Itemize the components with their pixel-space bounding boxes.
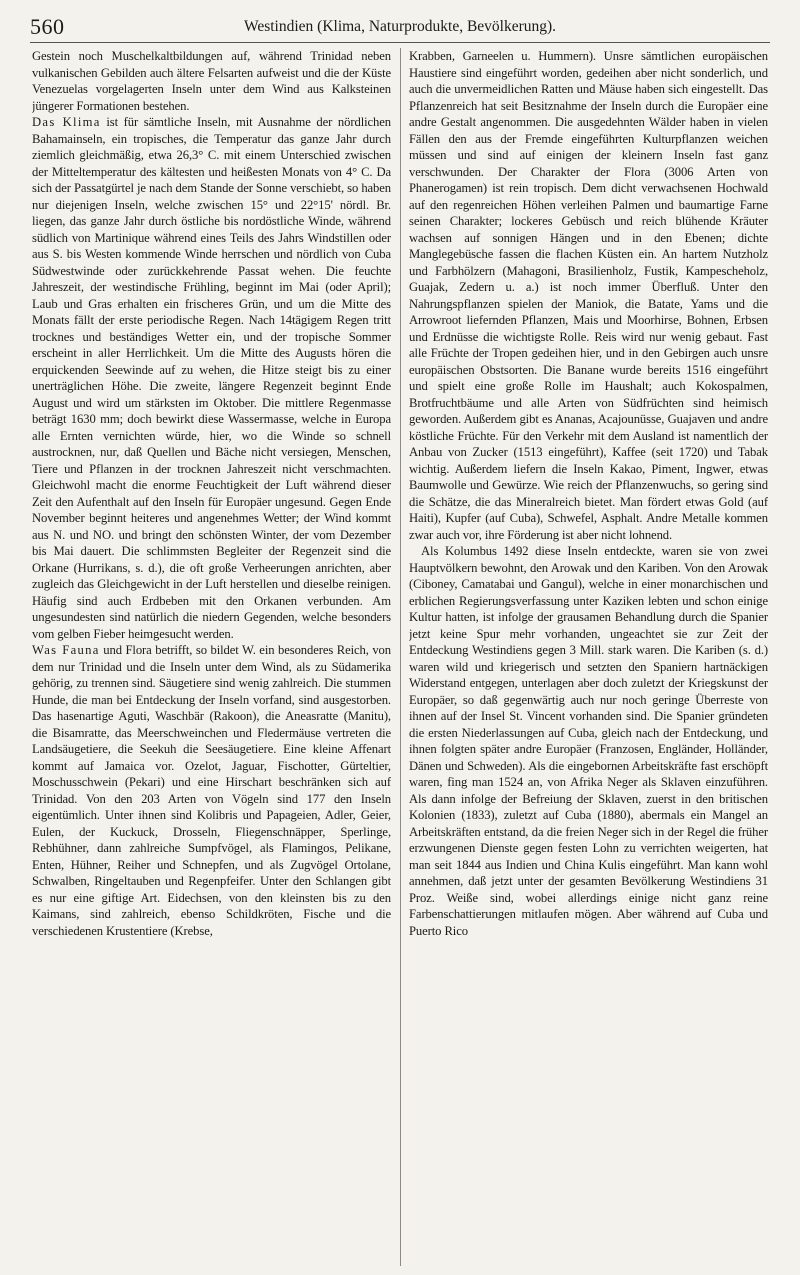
page-number: 560 [30,14,65,39]
running-head: Westindien (Klima, Naturprodukte, Bevölkerung). [243,18,557,35]
paragraph-lead: Was Fauna [32,643,100,657]
text-columns [32,48,768,1266]
paragraph-klima: Das Klima ist für sämtliche Inseln, mit Ausnahme der nördlichen Bahamainseln, ein tropisches, die Temperatur das ganze Jahr durch ziemlich gleichmäßig, etwa 26,3° C. mit einem Unterschied zwischen der Mitteltemperatur des kältesten und heißesten Monats von 4° C. Da sich der Passatgürtel je nach dem Stande der Sonne verschiebt, so haben nur diejenigen Inseln, welche zwischen 15° und 22°15' nördl. Br. liegen, das ganze Jahr durch östliche bis nordöstliche Winde, während südlich von Martinique während eines Teils des Jahrs Windstillen oder aus S. bis Westen kommende Winde herrschen und nördlich von Cuba Südwestwinde oder zurückkehrende Passat wehen. Die feuchte Jahreszeit, der westindische Frühling, beginnt im Mai (oder April); Laub und Gras erhalten ein frischeres Grün, und um die Mitte des Monats fällt der erste periodische Regen. Nach 14tägigem Regen tritt trocknes und beständiges Wetter ein, und der tropische Sommer erscheint in aller Herrlichkeit. Um die Mitte des Augusts hören die erquickenden Seewinde auf zu wehen, die Hitze steigt bis zu einer unerträglichen Höhe. Die zweite, längere Regenzeit beginnt Ende August und wird um stärksten im Oktober. Die mittlere Regenmasse beträgt 1630 mm; doch bewirkt diese Wassermasse, welche in Europa alle Ernten vernichten würde, hier, wo die Winde so schnell austrocknen, nur, daß Quellen und Bäche nicht versiegen, Menschen, Tiere und Pflanzen in der trocknen Jahreszeit nicht verschmachten. Gleichwohl macht die enorme Feuchtigkeit der Luft während dieser Zeit den Aufenthalt auf den Inseln für Europäer ungesund. Gegen Ende November beginnt heiteres und angenehmes Wetter; der Wind kommt aus N. und NO. und bringt den schönsten Winter, der vom Dezember bis Mai dauert. Die schlimmsten Begleiter der Regenzeit sind die Orkane (Hurrikans, s. d.), die oft große Verheerungen anrichten, aber zugleich das Gleichgewicht in der Luft herstellen und dieselbe reinigen. Häufig sind auch Erdbeben mit den Orkanen verbunden. Am ungesundesten sind natürlich die niedern Gegenden, welche besonders vom gelben Fieber heimgesucht werden. [32,115,391,641]
paragraph-lead: Das Klima [32,115,101,129]
page-header [30,8,770,43]
paragraph: Gestein noch Muschelkaltbildungen auf, während Trinidad neben vulkanischen Gebilden auch ältere Felsarten aufweist und die der Küste Venezuelas vorgelagerten Inseln unter dem Wind aus Kalksteinen jüngerer Formationen bestehen. [32,49,391,113]
paragraph-pflanzenreich: Krabben, Garneelen u. Hummern). Unsre sämtlichen europäischen Haustiere sind eingeführt worden, gedeihen aber nicht sonderlich, und auch die unvermeidlichen Ratten und Mäuse haben sich eingestellt. Das Pflanzenreich hat seit Besitznahme der Inseln durch die Europäer eine andre Gestalt angenommen. Die ausgedehnten Wälder haben in vielen Fällen den aus der Fremde eingeführten Kulturpflanzen weichen müssen und sind auf einigen der kleinern Inseln fast ganz verschwunden. Der Charakter der Flora (3006 Arten von Phanerogamen) ist rein tropisch. Dem dicht verwachsenen Hochwald auf den regenreichen Höhen verleihen Palmen und baumartige Farne seinen Charakter; lockeres Gebüsch und reich blühende Kräuter wachsen auf sonnigen Hängen und in den Ebenen; dichte Manglegebüsche fassen die flachen Küsten ein. An hartem Nutzholz und Farbhölzern (Mahagoni, Brasilienholz, Fustik, Kampescheholz, Guajak, Zedern u. a.) ist noch immer Überfluß. Unter den Nahrungspflanzen spielen der Maniok, die Batate, Yams und die Arrowroot liefernden Pflanzen, Mais und Moorhirse, Bohnen, Erbsen und Erdnüsse die wichtigste Rolle. Reis wird nur wenig gebaut. Fast alle Früchte der Tropen gedeihen hier, und in den Gebirgen auch unsre europäischen Obstsorten. Die Banane wurde bereits 1516 eingeführt und spielt eine große Rolle im Haushalt; auch Kokospalmen, Brotfruchtbäume und alle Arten von Südfrüchten sind heimisch geworden. Außerdem gibt es Ananas, Acajounüsse, Guajaven und andre köstliche Früchte. Für den Verkehr mit dem Ausland ist namentlich der Anbau von Zucker (1513 eingeführt), Kaffee (seit 1720) und Tabak wichtig. Außerdem liefern die Inseln Kakao, Piment, Ingwer, etwas Baumwolle und Gewürze. Wie reich der Pflanzenwuchs, so gering sind die Schätze, die das Mineralreich bietet. Man fördert etwas Gold (auf Haiti), Kupfer (auf Cuba), Schwefel, Asphalt. Andre Metalle kommen zwar auch vor, ihre Förderung ist aber nicht lohnend. [409,49,768,542]
left-column [32,48,391,1266]
right-column [409,48,768,1266]
column-divider [400,48,401,1266]
paragraph-fauna-flora: Was Fauna und Flora betrifft, so bildet W. ein besonderes Reich, von dem nur Trinidad und die Inseln unter dem Wind, als zu Südamerika gehörig, zu trennen sind. Säugetiere sind wenig zahlreich. Die stummen Hunde, die man bei Entdeckung der Inseln vorfand, sind ausgestorben. Das hasenartige Aguti, Waschbär (Rakoon), die Aneasratte (Manitu), die Bisamratte, das Meerschweinchen und Fledermäuse vertreten die Landsäugetiere, die Seekuh die Seesäugetiere. Eine kleine Affenart kommt auf Jamaica vor. Ozelot, Jaguar, Fischotter, Gürteltier, Moschusschwein (Pekari) und eine Hirschart beschränken sich auf Trinidad. Von den 203 Arten von Vögeln sind 177 den Inseln eigentümlich. Unter ihnen sind Kolibris und Papageien, Adler, Geier, Eulen, der Kuckuck, Drosseln, Fliegenschnäpper, Sperlinge, Rebhühner, dann zahlreiche Sumpfvögel, als Flamingos, Pelikane, Enten, Hühner, Reiher und Schnepfen, und als Zugvögel Ortolane, Schwalben, Ringeltauben und Regenpfeifer. Unter den Schlangen gibt es nur eine giftige Art. Eidechsen, von den kleinsten bis zu den Kaimans, sind zahlreich, ebenso Schildkröten, Fische und die verschiedenen Krustentiere (Krebse, [32,643,391,938]
paragraph-bevoelkerung: Als Kolumbus 1492 diese Inseln entdeckte, waren sie von zwei Hauptvölkern bewohnt, den Arowak und den Kariben. Von den Arowak (Ciboney, Camatabai und Gangul), welche in einer monarchischen und erblichen Regierungsverfassung unter Kaziken lebten und schon einige Kultur hatten, ist infolge der grausamen Behandlung durch die Spanier jetzt keine Spur mehr vorhanden, ungeachtet sie zur Zeit der Entdeckung Westindiens gegen 3 Mill. stark waren. Die Kariben (s. d.) waren wild und kriegerisch und setzten den Spaniern hartnäckigen Widerstand entgegen, unterlagen aber doch zuletzt der Kriegskunst der Europäer, so daß gegenwärtig auch nur noch geringe Überreste von ihnen auf der Insel St. Vincent vorhanden sind. Die Spanier gründeten die ersten Niederlassungen auf Cuba, gleich nach der Entdeckung, und ihnen folgten später andre Europäer (Franzosen, Engländer, Holländer, Dänen und Schweden). Als die eingebornen Arbeitskräfte fast erschöpft waren, fing man 1524 an, von Afrika Neger als Sklaven einzuführen. Als dann infolge der Befreiung der Sklaven, zuerst in den britischen Kolonien (1833), zuletzt auf Cuba (1880), abermals ein Mangel an Arbeitskräften entstand, da die freien Neger sich in der Regel die früher erzwungenen Dienste gegen festen Lohn zu verrichten weigerten, hat man seit 1844 aus Indien und China Kulis eingeführt. Man kann wohl annehmen, daß jetzt unter der gesamten Bevölkerung Westindiens 31 Proz. Weiße sind, wobei allerdings einige nicht ganz reine Farbenschattierungen mitlaufen mögen. Aber während auf Cuba und Puerto Rico [409,544,768,938]
